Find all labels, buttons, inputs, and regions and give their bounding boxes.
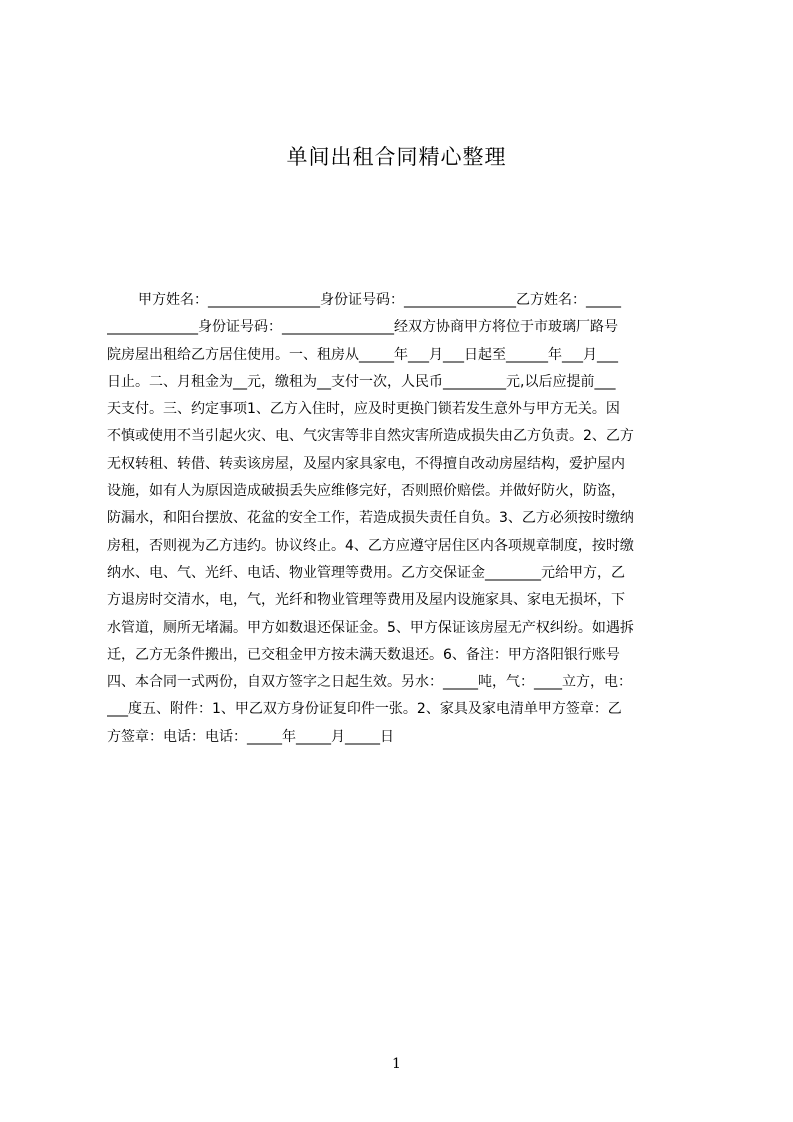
text-line: ___度五、附件：1、甲乙双方身份证复印件一张。2、家具及家电清单甲方签章：乙 [107, 701, 622, 718]
text-line: 房租，否则视为乙方违约。协议终止。4、乙方应遵守居住区内各项规章制度，按时缴 [107, 537, 634, 554]
text-line: 四、本合同一式两份，自双方签字之日起生效。另水：_____吨，气：____立方，电： [107, 674, 632, 691]
text-line: 水管道，厕所无堵漏。甲方如数退还保证金。5、甲方保证该房屋无产权纠纷。如遇拆 [107, 619, 634, 636]
text-line: 日止。二、月租金为__元，缴租为__支付一次，人民币_________元,以后应提前___ [107, 373, 616, 390]
page-number: 1 [392, 1056, 401, 1072]
text-line: 院房屋出租给乙方居住使用。一、租房从_____年___月___日起至______年___月___ [107, 346, 618, 363]
text-line: 甲方姓名：________________身份证号码：________________乙方姓名：_____ [138, 292, 621, 308]
text-line: 不慎或使用不当引起火灾、电、气灾害等非自然灾害所造成损失由乙方负责。2、乙方 [107, 428, 634, 445]
text-line: 无权转租、转借、转卖该房屋，及屋内家具家电，不得擅自改动房屋结构，爱护屋内 [107, 455, 625, 472]
text-line: 防漏水，和阳台摆放、花盆的安全工作，若造成损失责任自负。3、乙方必须按时缴纳 [107, 510, 634, 527]
text-line: 纳水、电、气、光纤、电话、物业管理等费用。乙方交保证金________元给甲方，乙 [107, 564, 625, 581]
text-line: 方退房时交清水，电，气，光纤和物业管理等费用及屋内设施家具、家电无损坏，下 [107, 592, 625, 609]
contract-body [107, 287, 697, 747]
text-line: _____________身份证号码：________________经双方协商甲方将位于市玻璃厂路号 [107, 319, 618, 336]
text-line: 方签章：电话：电话：_____年_____月_____日 [107, 728, 394, 745]
text-line: 天支付。三、约定事项1、乙方入住时，应及时更换门锁若发生意外与甲方无关。因 [107, 401, 620, 418]
text-line: 迁，乙方无条件搬出，已交租金甲方按未满天数退还。6、备注：甲方洛阳银行账号 [107, 646, 620, 663]
text-line: 设施，如有人为原因造成破损丢失应维修完好，否则照价赔偿。并做好防火，防盗， [107, 483, 625, 500]
page-title: 单间出租合同精心整理 [286, 145, 507, 169]
